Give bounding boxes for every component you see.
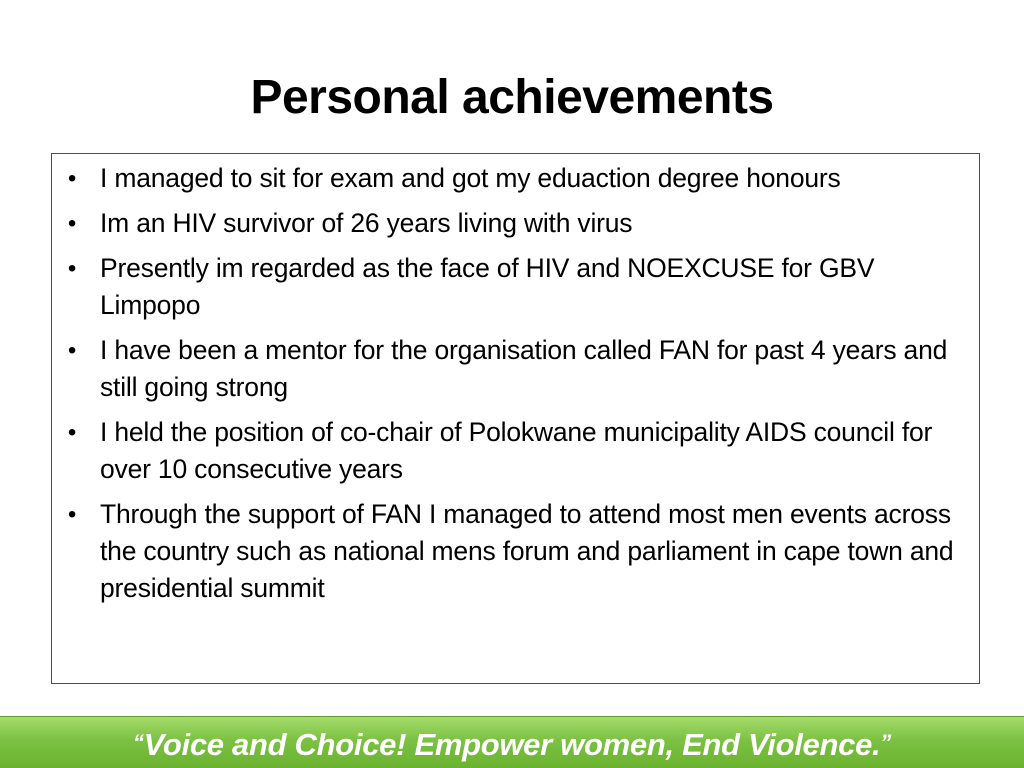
content-box	[51, 153, 980, 684]
bullet-dot-icon: •	[67, 501, 77, 528]
list-item-text: I have been a mentor for the organisation called FAN for past 4 years and still going strong	[100, 335, 948, 402]
bullet-dot-icon: •	[67, 419, 77, 446]
bullet-dot-icon: •	[67, 337, 77, 364]
list-item	[52, 160, 965, 197]
list-item	[52, 250, 965, 324]
footer-banner	[0, 716, 1024, 768]
slide-title: Personal achievements	[250, 71, 774, 124]
bullet-dot-icon: •	[67, 255, 77, 282]
list-item-text: I held the position of co-chair of Polokwane municipality AIDS council for over 10 consecutive years	[100, 417, 933, 484]
open-quote-mark: “	[132, 730, 144, 755]
bullet-list	[52, 154, 979, 607]
list-item-text: Presently im regarded as the face of HIV and NOEXCUSE for GBV Limpopo	[100, 253, 875, 320]
bullet-dot-icon: •	[67, 210, 77, 237]
list-item	[52, 205, 965, 242]
list-item-text: I managed to sit for exam and got my eduaction degree honours	[100, 163, 841, 193]
list-item-text: Im an HIV survivor of 26 years living with virus	[100, 208, 633, 238]
bullet-dot-icon: •	[67, 165, 77, 192]
close-quote-mark: ”	[880, 730, 892, 755]
list-item-text: Through the support of FAN I managed to attend most men events across the country such as national mens forum and parliament in cape town and presidential summit	[100, 499, 954, 603]
footer-slogan-text: Voice and Choice! Empower women, End Violence.	[143, 727, 881, 762]
list-item	[52, 496, 965, 607]
list-item	[52, 332, 965, 406]
list-item	[52, 414, 965, 488]
footer-slogan	[133, 717, 891, 768]
